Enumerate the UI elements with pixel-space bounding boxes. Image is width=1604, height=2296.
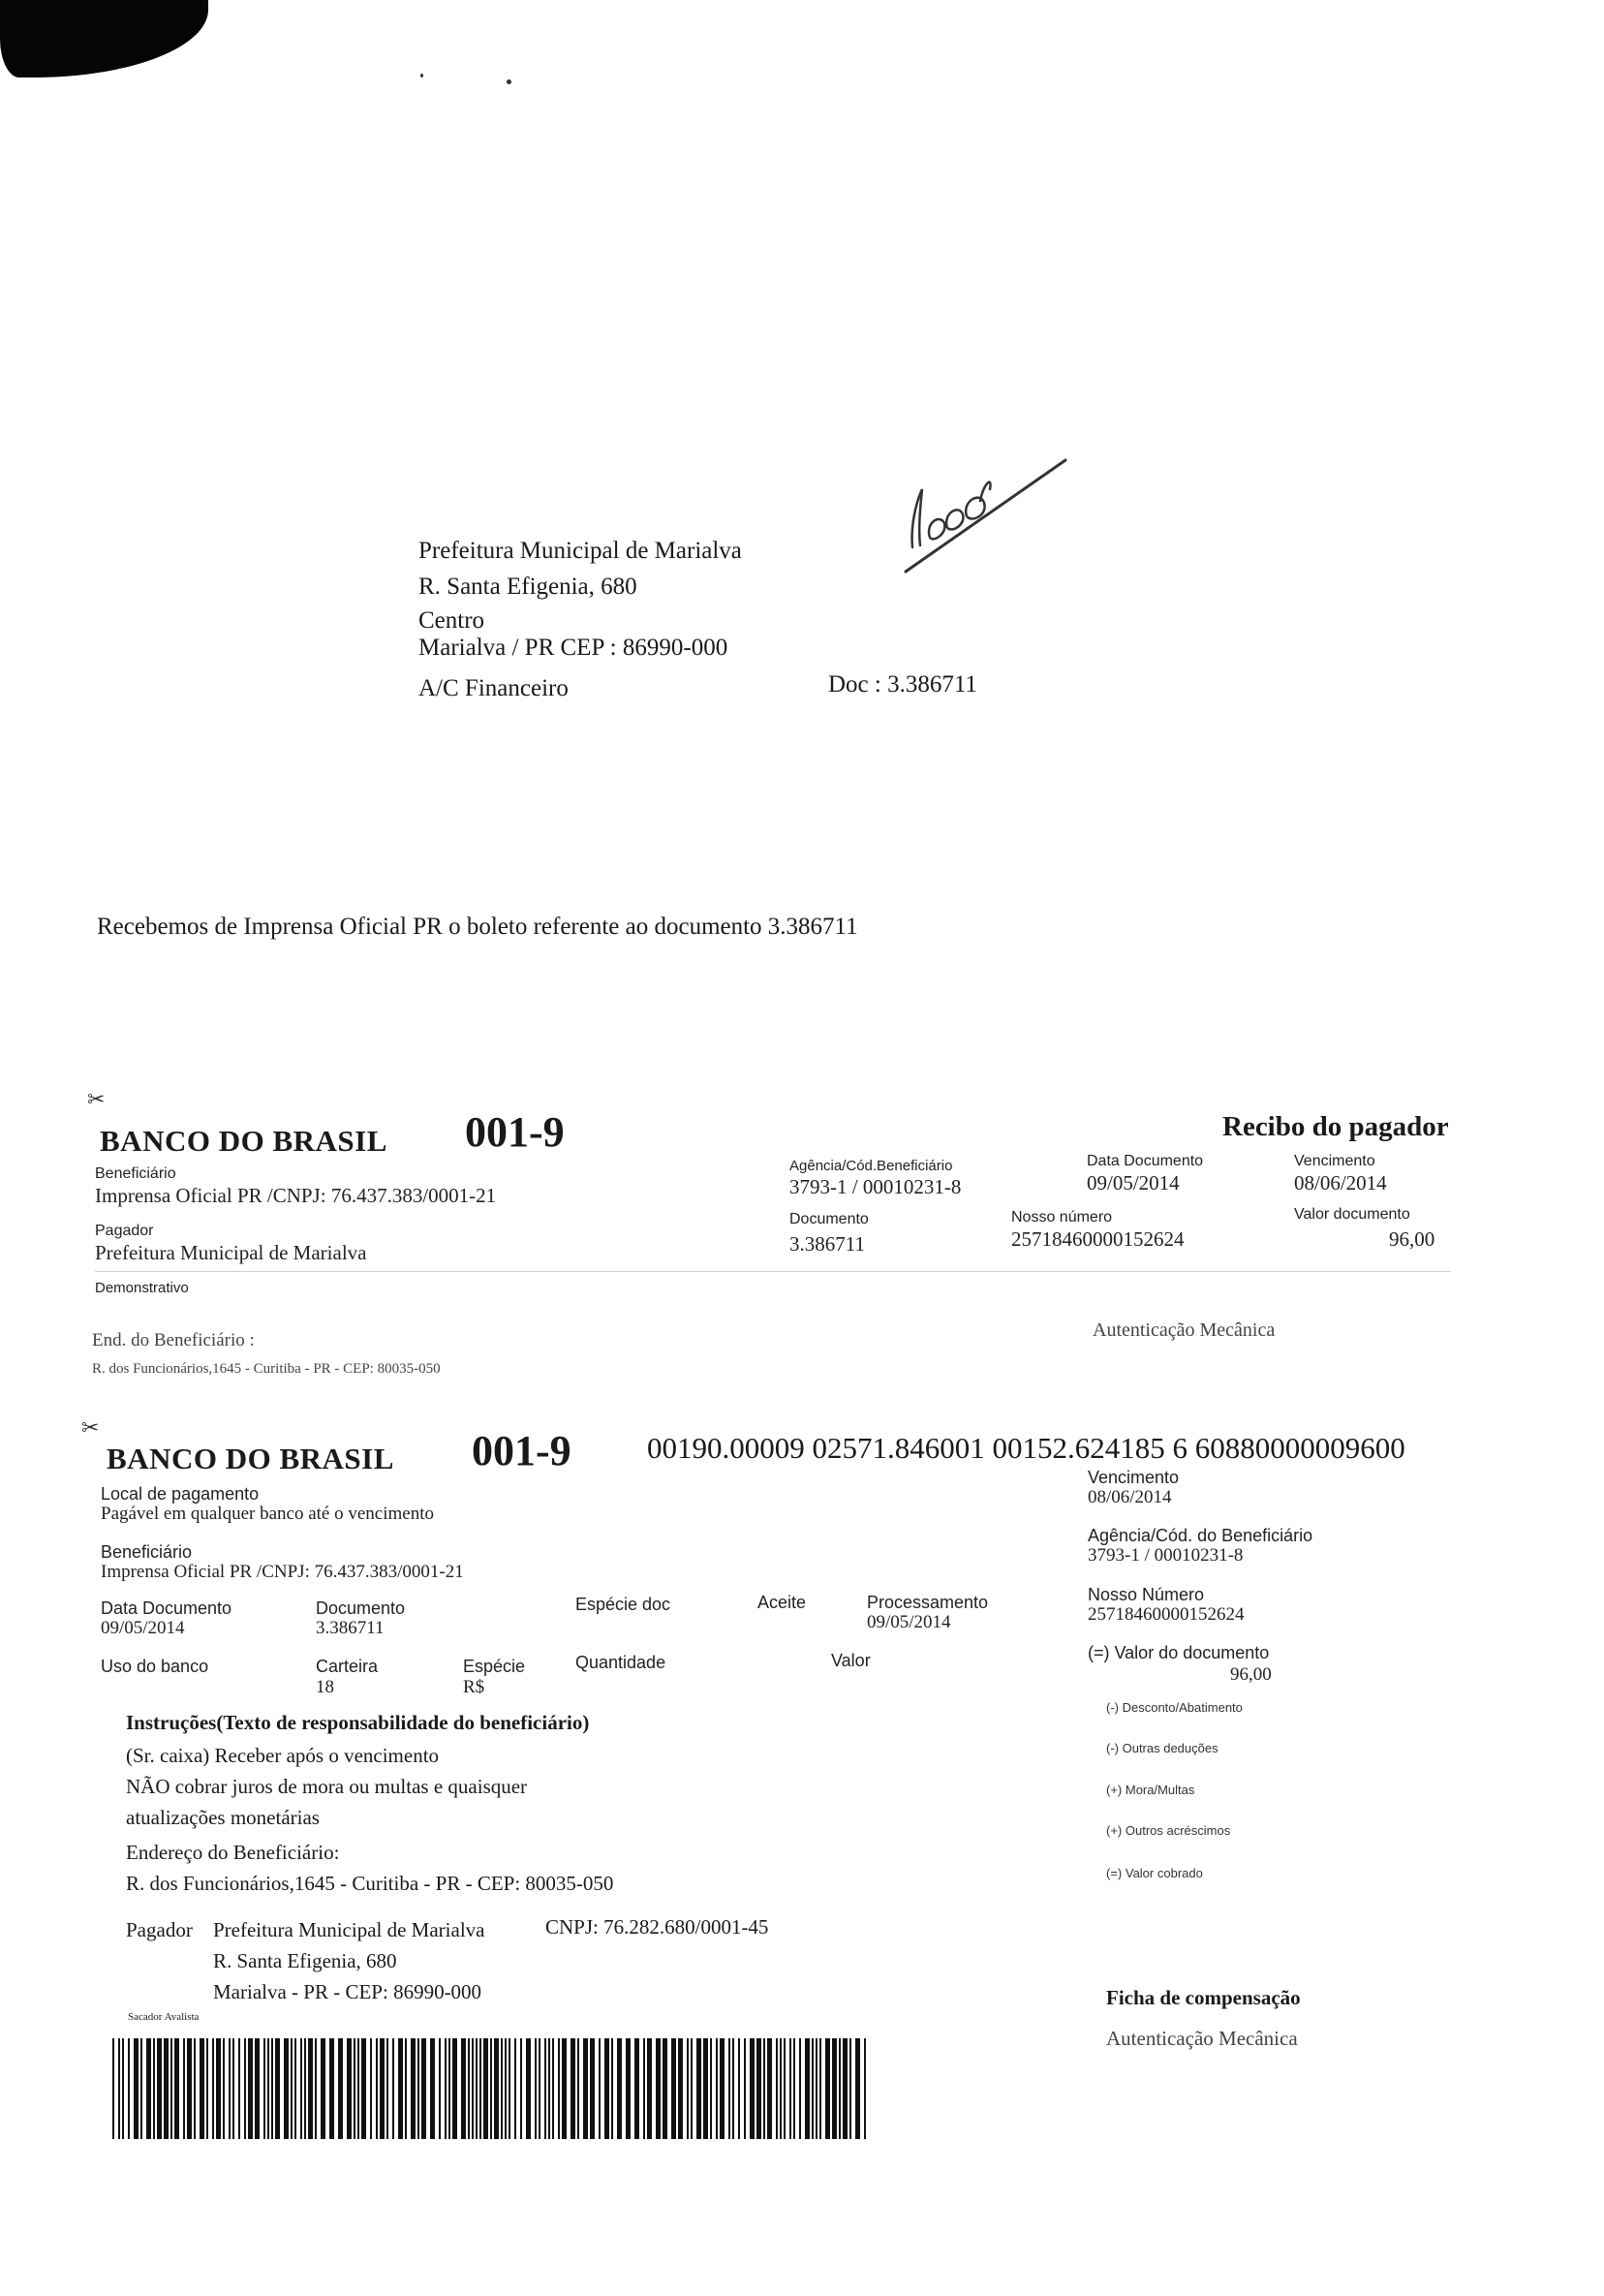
sacador-avalista-label: Sacador Avalista bbox=[128, 2011, 200, 2023]
barcode-bar bbox=[647, 2038, 652, 2139]
barcode-bar bbox=[583, 2038, 588, 2139]
instrucoes-line: NÃO cobrar juros de mora ou multas e quaisquer bbox=[126, 1775, 528, 1798]
addressee-line: Marialva / PR CEP : 86990-000 bbox=[418, 635, 728, 661]
barcode-bar bbox=[183, 2038, 185, 2139]
barcode-bar bbox=[656, 2038, 661, 2139]
barcode-bar bbox=[490, 2038, 492, 2139]
local-pagamento-label: Local de pagamento bbox=[101, 1484, 260, 1504]
barcode-bar bbox=[468, 2038, 470, 2139]
scan-artifact bbox=[0, 0, 208, 78]
mora-multas-label: (+) Mora/Multas bbox=[1106, 1783, 1195, 1797]
barcode-bar bbox=[819, 2038, 821, 2139]
barcode-bar bbox=[357, 2038, 359, 2139]
barcode-bar bbox=[248, 2038, 253, 2139]
receipt-statement: Recebemos de Imprensa Oficial PR o boleto referente ao documento 3.386711 bbox=[97, 914, 858, 940]
barcode-bar bbox=[439, 2038, 441, 2139]
barcode-bar bbox=[799, 2038, 801, 2139]
barcode-bar bbox=[411, 2038, 416, 2139]
carteira-label: Carteira bbox=[316, 1657, 379, 1676]
nosso-numero-label: Nosso Número bbox=[1088, 1585, 1205, 1604]
barcode-bar bbox=[170, 2038, 172, 2139]
barcode-bar bbox=[376, 2038, 378, 2139]
barcode-bar bbox=[732, 2038, 734, 2139]
agencia-label: Agência/Cód. do Beneficiário bbox=[1088, 1526, 1313, 1545]
pagador-label: Pagador bbox=[95, 1223, 154, 1239]
especie-label: Espécie bbox=[463, 1657, 526, 1676]
barcode-bar bbox=[361, 2038, 366, 2139]
barcode-bar bbox=[452, 2038, 457, 2139]
valor-documento-value: 96,00 bbox=[1389, 1227, 1435, 1251]
barcode-bar bbox=[223, 2038, 225, 2139]
barcode-bar bbox=[238, 2038, 240, 2139]
barcode-bar bbox=[315, 2038, 317, 2139]
barcode-bar bbox=[849, 2038, 851, 2139]
barcode-bar bbox=[392, 2038, 394, 2139]
end-beneficiario-label: Endereço do Beneficiário: bbox=[126, 1841, 340, 1864]
processamento-label: Processamento bbox=[867, 1593, 989, 1612]
bank-name: BANCO DO BRASIL bbox=[107, 1442, 394, 1475]
scissors-icon: ✂ bbox=[81, 1416, 100, 1441]
barcode-bar bbox=[255, 2038, 260, 2139]
barcode-bar bbox=[687, 2038, 689, 2139]
barcode-bar bbox=[780, 2038, 782, 2139]
barcode-bar bbox=[744, 2038, 746, 2139]
barcode-bar bbox=[347, 2038, 352, 2139]
barcode-bar bbox=[417, 2038, 419, 2139]
barcode-bar bbox=[548, 2038, 550, 2139]
scan-speck bbox=[507, 79, 511, 84]
end-beneficiario-value: R. dos Funcionários,1645 - Curitiba - PR - CEP: 80035-050 bbox=[92, 1361, 441, 1377]
divider bbox=[95, 1271, 1451, 1272]
barcode-bar bbox=[544, 2038, 546, 2139]
barcode-bar bbox=[494, 2038, 499, 2139]
barcode-bar bbox=[380, 2038, 385, 2139]
barcode-bar bbox=[275, 2038, 280, 2139]
beneficiario-value: Imprensa Oficial PR /CNPJ: 76.437.383/0001-21 bbox=[95, 1184, 497, 1207]
agencia-value: 3793-1 / 00010231-8 bbox=[789, 1175, 962, 1198]
local-pagamento-value: Pagável em qualquer banco até o vencimento bbox=[101, 1504, 434, 1524]
scan-speck bbox=[420, 74, 423, 78]
barcode-bar bbox=[291, 2038, 293, 2139]
carteira-value: 18 bbox=[316, 1677, 334, 1697]
autenticacao-mecanica: Autenticação Mecânica bbox=[1106, 2027, 1298, 2050]
barcode-bar bbox=[140, 2038, 142, 2139]
barcode-bar bbox=[370, 2038, 372, 2139]
barcode-bar bbox=[599, 2038, 601, 2139]
barcode-bar bbox=[520, 2038, 522, 2139]
barcode-bar bbox=[232, 2038, 234, 2139]
vencimento-label: Vencimento bbox=[1088, 1468, 1180, 1487]
uso-banco-label: Uso do banco bbox=[101, 1657, 209, 1676]
documento-value: 3.386711 bbox=[789, 1232, 865, 1256]
barcode-bar bbox=[118, 2038, 120, 2139]
barcode-bar bbox=[816, 2038, 817, 2139]
barcode-bar bbox=[200, 2038, 204, 2139]
barcode-bar bbox=[244, 2038, 246, 2139]
beneficiario-label: Beneficiário bbox=[101, 1542, 193, 1562]
barcode-bar bbox=[763, 2038, 765, 2139]
outros-acrescimos-label: (+) Outros acréscimos bbox=[1106, 1823, 1231, 1838]
valor-documento-label: Valor documento bbox=[1294, 1206, 1410, 1223]
data-documento-label: Data Documento bbox=[1087, 1153, 1204, 1169]
data-documento-value: 09/05/2014 bbox=[1087, 1171, 1180, 1195]
documento-label: Documento bbox=[316, 1598, 406, 1618]
doc-reference: Doc : 3.386711 bbox=[828, 671, 977, 698]
barcode-bar bbox=[691, 2038, 693, 2139]
autenticacao-mecanica: Autenticação Mecânica bbox=[1093, 1319, 1276, 1341]
barcode-bar bbox=[558, 2038, 560, 2139]
barcode-bar bbox=[501, 2038, 503, 2139]
barcode-bar bbox=[294, 2038, 296, 2139]
barcode-bar bbox=[812, 2038, 814, 2139]
barcode-bar bbox=[789, 2038, 791, 2139]
barcode-bar bbox=[271, 2038, 273, 2139]
nosso-numero-value: 25718460000152624 bbox=[1088, 1604, 1245, 1625]
barcode-bar bbox=[634, 2038, 639, 2139]
barcode-bar bbox=[728, 2038, 730, 2139]
barcode-bar bbox=[216, 2038, 221, 2139]
instrucoes-title: Instruções(Texto de responsabilidade do beneficiário) bbox=[126, 1711, 590, 1734]
addressee-line: A/C Financeiro bbox=[418, 675, 569, 701]
barcode-bar bbox=[321, 2038, 325, 2139]
especie-doc-label: Espécie doc bbox=[575, 1595, 671, 1614]
nosso-numero-label: Nosso número bbox=[1011, 1209, 1113, 1226]
receipt-title: Recibo do pagador bbox=[1222, 1111, 1449, 1142]
barcode-bar bbox=[509, 2038, 510, 2139]
barcode-bar bbox=[756, 2038, 761, 2139]
barcode-bar bbox=[767, 2038, 772, 2139]
barcode-bar bbox=[338, 2038, 343, 2139]
barcode-bar bbox=[526, 2038, 531, 2139]
barcode-bar bbox=[405, 2038, 407, 2139]
vencimento-label: Vencimento bbox=[1294, 1153, 1375, 1169]
barcode-bar bbox=[461, 2038, 466, 2139]
pagador-name: Prefeitura Municipal de Marialva bbox=[213, 1918, 485, 1941]
barcode-bar bbox=[329, 2038, 334, 2139]
addressee-line: Centro bbox=[418, 607, 485, 634]
barcode-bar bbox=[535, 2038, 537, 2139]
pagador-address-line: Marialva - PR - CEP: 86990-000 bbox=[213, 1980, 482, 2003]
barcode-bar bbox=[164, 2038, 169, 2139]
barcode-bar bbox=[855, 2038, 860, 2139]
pagador-address-line: R. Santa Efigenia, 680 bbox=[213, 1949, 397, 1972]
barcode-bar bbox=[738, 2038, 740, 2139]
barcode-bar bbox=[590, 2038, 595, 2139]
pagador-label: Pagador bbox=[126, 1918, 193, 1941]
barcode-bar bbox=[206, 2038, 208, 2139]
barcode-bar bbox=[571, 2038, 575, 2139]
aceite-label: Aceite bbox=[757, 1593, 807, 1612]
processamento-value: 09/05/2014 bbox=[867, 1612, 951, 1632]
barcode bbox=[112, 2038, 868, 2139]
barcode-bar bbox=[174, 2038, 179, 2139]
instrucoes-line: atualizações monetárias bbox=[126, 1806, 320, 1829]
barcode-bar bbox=[776, 2038, 778, 2139]
barcode-bar bbox=[793, 2038, 795, 2139]
pagador-cnpj: CNPJ: 76.282.680/0001-45 bbox=[545, 1915, 769, 1939]
barcode-bar bbox=[577, 2038, 579, 2139]
beneficiario-label: Beneficiário bbox=[95, 1165, 176, 1182]
barcode-bar bbox=[308, 2038, 313, 2139]
barcode-bar bbox=[187, 2038, 192, 2139]
documento-label: Documento bbox=[789, 1211, 869, 1227]
barcode-bar bbox=[832, 2038, 837, 2139]
agencia-label: Agência/Cód.Beneficiário bbox=[789, 1158, 953, 1174]
barcode-bar bbox=[476, 2038, 478, 2139]
barcode-bar bbox=[611, 2038, 613, 2139]
barcode-bar bbox=[539, 2038, 540, 2139]
especie-value: R$ bbox=[463, 1677, 485, 1697]
barcode-bar bbox=[263, 2038, 265, 2139]
barcode-bar bbox=[720, 2038, 725, 2139]
barcode-bar bbox=[212, 2038, 214, 2139]
barcode-bar bbox=[843, 2038, 848, 2139]
barcode-bar bbox=[626, 2038, 631, 2139]
data-documento-value: 09/05/2014 bbox=[101, 1618, 185, 1638]
barcode-bar bbox=[128, 2038, 130, 2139]
barcode-bar bbox=[696, 2038, 701, 2139]
vencimento-value: 08/06/2014 bbox=[1294, 1171, 1387, 1195]
end-beneficiario-label: End. do Beneficiário : bbox=[92, 1330, 255, 1350]
bank-code: 001-9 bbox=[465, 1108, 565, 1156]
barcode-bar bbox=[703, 2038, 708, 2139]
barcode-bar bbox=[710, 2038, 712, 2139]
barcode-bar bbox=[153, 2038, 155, 2139]
ficha-compensacao-label: Ficha de compensação bbox=[1106, 1986, 1301, 2009]
handwritten-signature bbox=[891, 431, 1085, 596]
barcode-bar bbox=[386, 2038, 388, 2139]
barcode-bar bbox=[194, 2038, 196, 2139]
barcode-bar bbox=[398, 2038, 403, 2139]
end-beneficiario-value: R. dos Funcionários,1645 - Curitiba - PR - CEP: 80035-050 bbox=[126, 1872, 614, 1895]
barcode-bar bbox=[448, 2038, 450, 2139]
agencia-value: 3793-1 / 00010231-8 bbox=[1088, 1545, 1244, 1566]
barcode-bar bbox=[716, 2038, 718, 2139]
barcode-bar bbox=[479, 2038, 481, 2139]
vencimento-value: 08/06/2014 bbox=[1088, 1487, 1172, 1507]
barcode-bar bbox=[421, 2038, 426, 2139]
barcode-bar bbox=[825, 2038, 830, 2139]
barcode-bar bbox=[304, 2038, 306, 2139]
demonstrativo-label: Demonstrativo bbox=[95, 1280, 189, 1296]
barcode-bar bbox=[445, 2038, 447, 2139]
desconto-label: (-) Desconto/Abatimento bbox=[1106, 1700, 1243, 1715]
barcode-bar bbox=[472, 2038, 474, 2139]
barcode-bar bbox=[112, 2038, 114, 2139]
barcode-bar bbox=[122, 2038, 124, 2139]
barcode-bar bbox=[805, 2038, 810, 2139]
barcode-bar bbox=[617, 2038, 622, 2139]
valor-label: Valor bbox=[831, 1651, 871, 1670]
barcode-bar bbox=[430, 2038, 435, 2139]
barcode-bar bbox=[284, 2038, 289, 2139]
valor-documento-value: 96,00 bbox=[1230, 1664, 1272, 1685]
nosso-numero-value: 25718460000152624 bbox=[1011, 1227, 1185, 1251]
barcode-bar bbox=[750, 2038, 755, 2139]
barcode-bar bbox=[864, 2038, 866, 2139]
barcode-bar bbox=[552, 2038, 554, 2139]
barcode-bar bbox=[643, 2038, 645, 2139]
barcode-bar bbox=[146, 2038, 151, 2139]
addressee-line: R. Santa Efigenia, 680 bbox=[418, 574, 637, 600]
scissors-icon: ✂ bbox=[87, 1088, 106, 1112]
barcode-bar bbox=[505, 2038, 507, 2139]
barcode-bar bbox=[839, 2038, 841, 2139]
data-documento-label: Data Documento bbox=[101, 1598, 232, 1618]
barcode-bar bbox=[671, 2038, 676, 2139]
beneficiario-value: Imprensa Oficial PR /CNPJ: 76.437.383/0001-21 bbox=[101, 1562, 464, 1582]
quantidade-label: Quantidade bbox=[575, 1653, 666, 1672]
barcode-bar bbox=[134, 2038, 139, 2139]
valor-cobrado-label: (=) Valor cobrado bbox=[1106, 1866, 1203, 1880]
barcode-bar bbox=[604, 2038, 609, 2139]
barcode-bar bbox=[678, 2038, 683, 2139]
barcode-bar bbox=[663, 2038, 667, 2139]
addressee-line: Prefeitura Municipal de Marialva bbox=[418, 538, 742, 564]
pagador-value: Prefeitura Municipal de Marialva bbox=[95, 1241, 367, 1264]
documento-value: 3.386711 bbox=[316, 1618, 385, 1638]
bank-name: BANCO DO BRASIL bbox=[100, 1124, 387, 1158]
barcode-bar bbox=[354, 2038, 355, 2139]
barcode-bar bbox=[229, 2038, 231, 2139]
barcode-bar bbox=[483, 2038, 488, 2139]
valor-documento-label: (=) Valor do documento bbox=[1088, 1643, 1270, 1662]
barcode-bar bbox=[300, 2038, 302, 2139]
barcode-bar bbox=[514, 2038, 516, 2139]
bank-code: 001-9 bbox=[472, 1427, 571, 1474]
instrucoes-line: (Sr. caixa) Receber após o vencimento bbox=[126, 1744, 440, 1767]
outras-deducoes-label: (-) Outras deduções bbox=[1106, 1741, 1218, 1755]
barcode-bar bbox=[267, 2038, 269, 2139]
barcode-bar bbox=[562, 2038, 567, 2139]
barcode-bar bbox=[157, 2038, 162, 2139]
linha-digitavel: 00190.00009 02571.846001 00152.624185 6 60880000009600 bbox=[647, 1431, 1405, 1465]
barcode-bar bbox=[784, 2038, 786, 2139]
